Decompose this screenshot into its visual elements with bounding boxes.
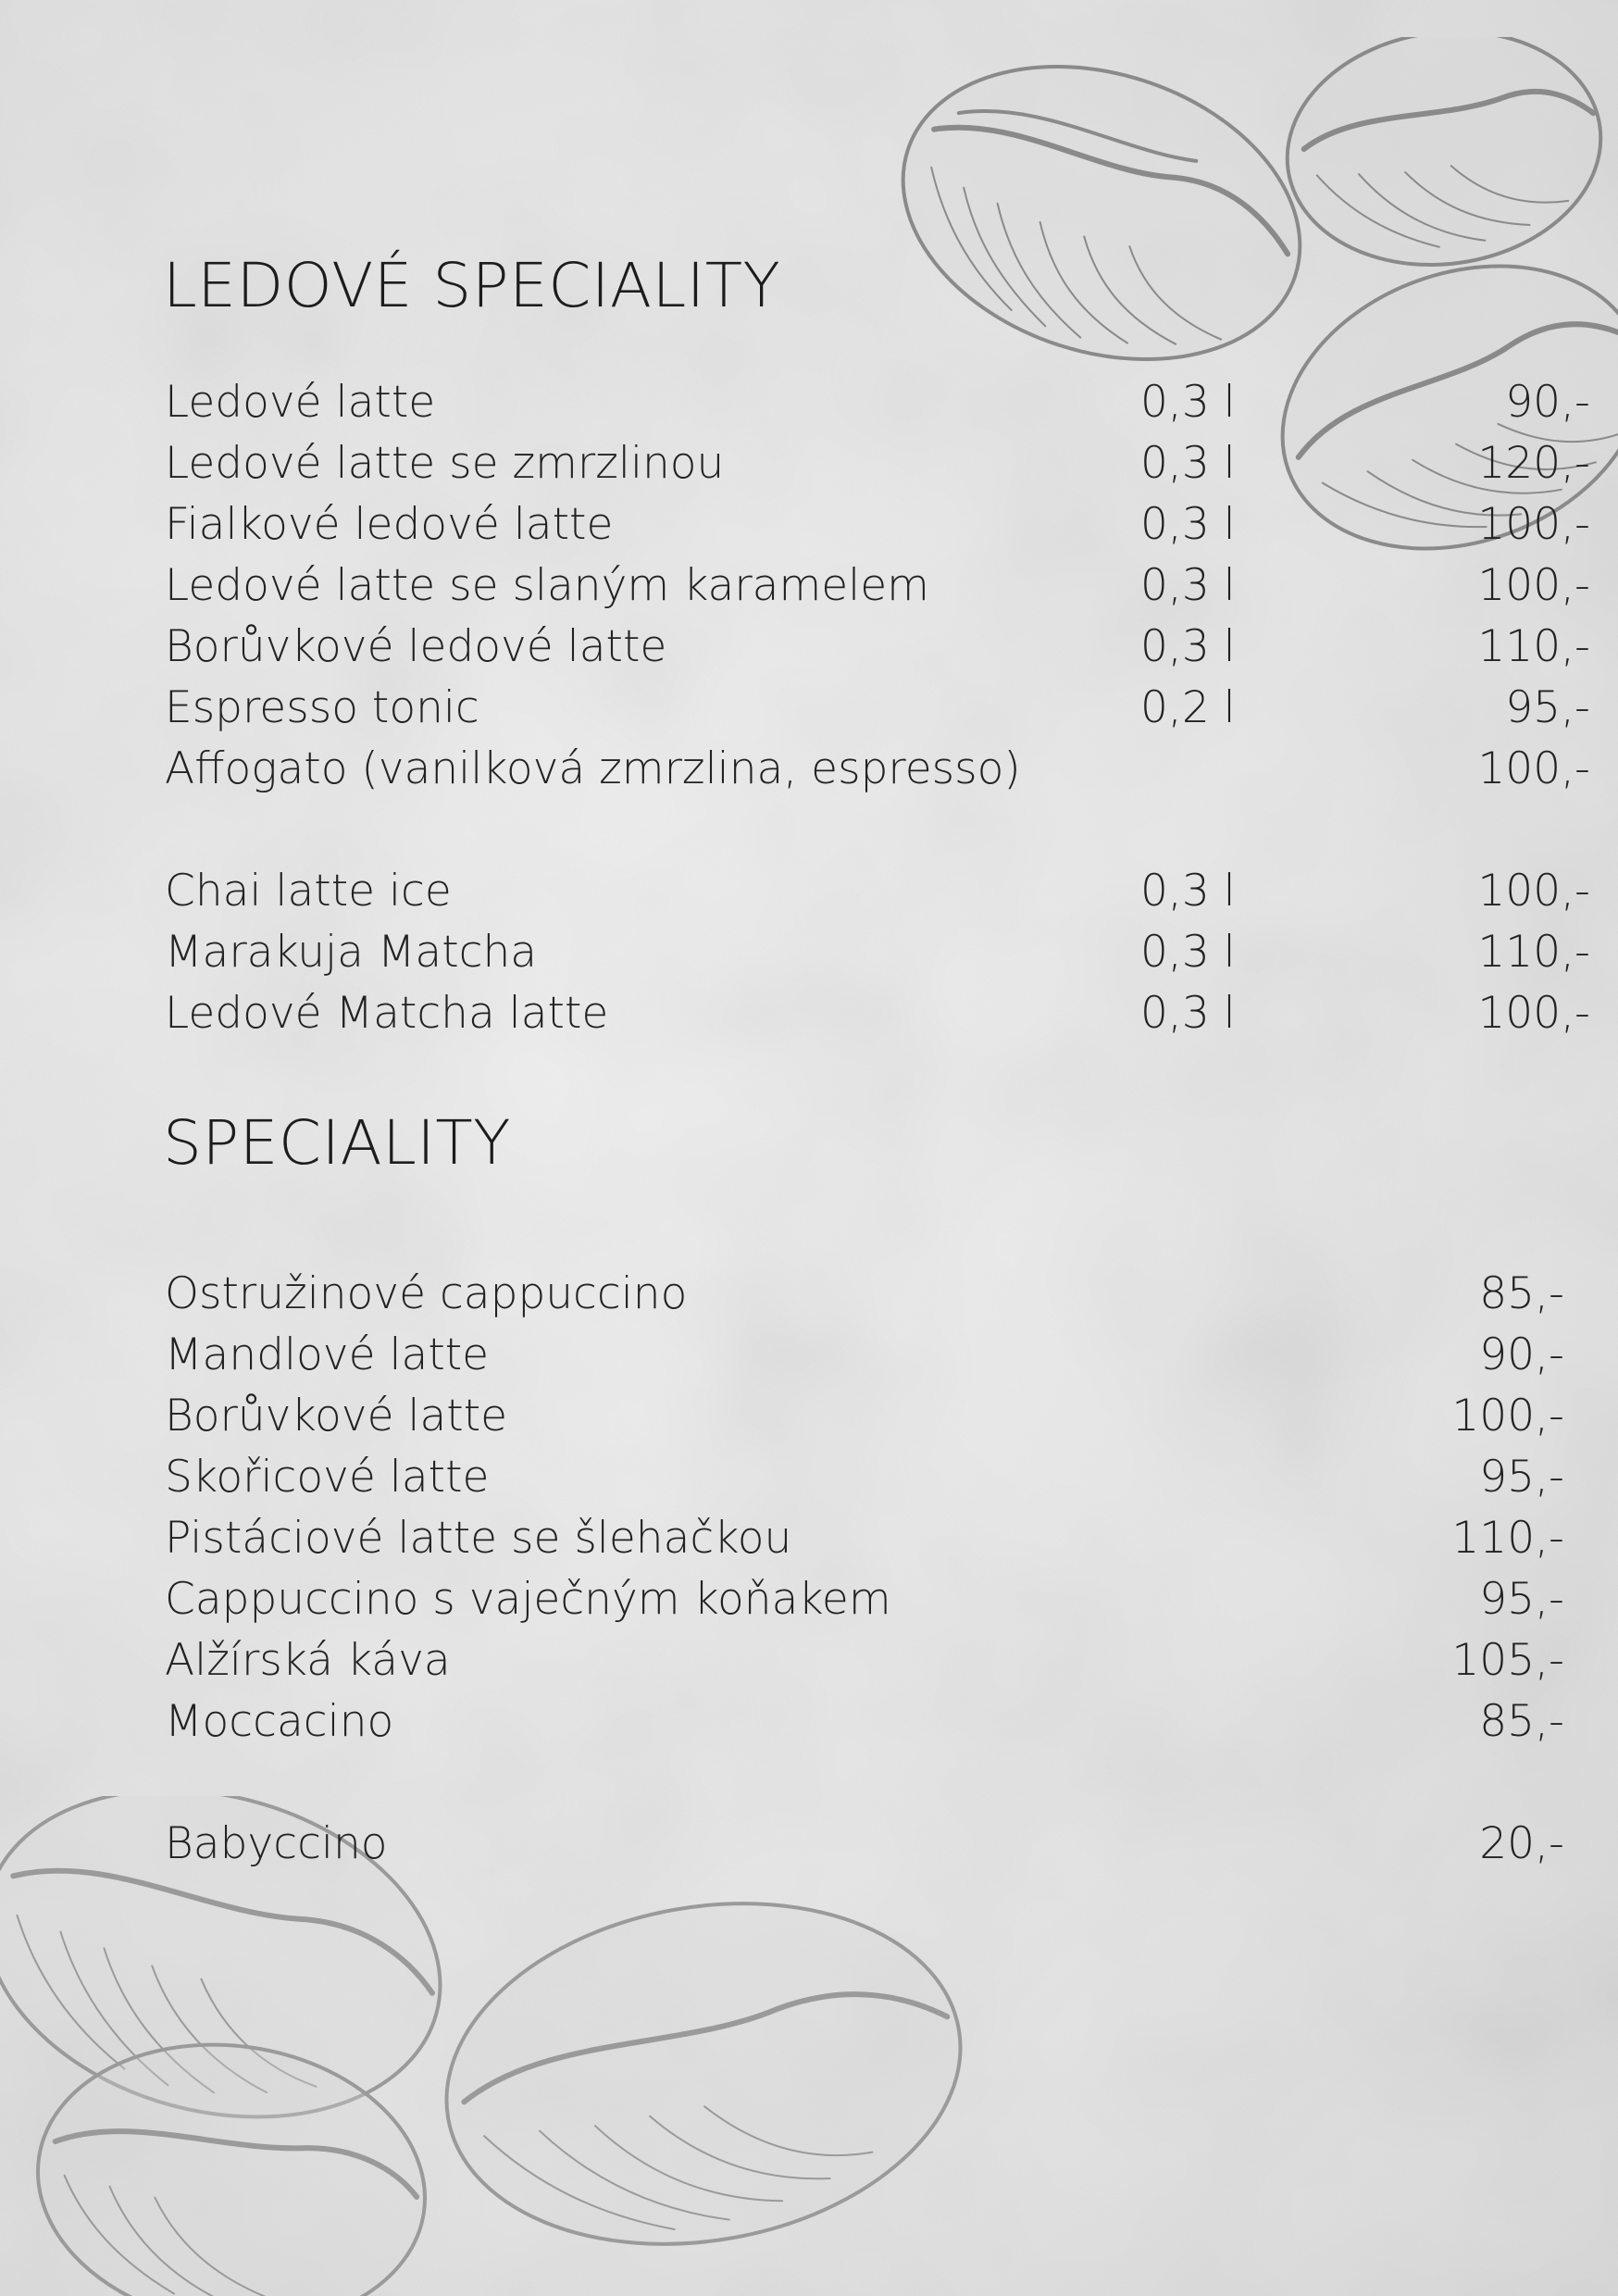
item-price: 100,- (1477, 866, 1590, 917)
item-price: 100,- (1477, 560, 1590, 611)
item-price: 100,- (1477, 499, 1590, 550)
item-name: Ledové latte se slaným karamelem (165, 560, 929, 611)
item-price: 110,- (1477, 621, 1590, 672)
item-name: Cappuccino s vaječným koňakem (165, 1574, 891, 1625)
item-name: Chai latte ice (165, 866, 452, 917)
item-price: 90,- (1505, 377, 1590, 428)
item-price: 120,- (1477, 438, 1590, 489)
item-name: Pistáciové latte se šlehačkou (165, 1513, 792, 1564)
item-name: Fialkové ledové latte (165, 499, 614, 550)
item-name: Ledové Matcha latte (165, 988, 609, 1039)
item-volume: 0,3 l (1140, 621, 1236, 672)
item-name: Alžírská káva (165, 1635, 451, 1686)
item-price: 95,- (1479, 1452, 1564, 1503)
item-volume: 0,3 l (1140, 988, 1236, 1039)
item-price: 100,- (1477, 743, 1590, 794)
item-price: 85,- (1479, 1696, 1564, 1747)
item-price: 105,- (1451, 1635, 1564, 1686)
coffee-bean-icon (0, 1796, 1018, 2296)
item-price: 85,- (1479, 1268, 1564, 1319)
item-volume: 0,3 l (1140, 866, 1236, 917)
item-price: 110,- (1477, 927, 1590, 978)
item-name: Ostružinové cappuccino (165, 1268, 688, 1319)
item-name: Affogato (vanilková zmrzlina, espresso) (165, 743, 1021, 794)
item-volume: 0,2 l (1140, 682, 1236, 733)
item-volume: 0,3 l (1140, 499, 1236, 550)
item-price: 90,- (1479, 1329, 1564, 1380)
item-name: Espresso tonic (165, 682, 479, 733)
item-price: 95,- (1505, 682, 1590, 733)
item-price: 95,- (1479, 1574, 1564, 1625)
specialties-heading: SPECIALITY (163, 1107, 511, 1179)
item-volume: 0,3 l (1140, 377, 1236, 428)
item-name: Skořicové latte (165, 1452, 490, 1503)
item-price: 100,- (1451, 1391, 1564, 1441)
item-name: Babyccino (165, 1818, 388, 1869)
item-name: Moccacino (165, 1696, 394, 1747)
item-name: Mandlové latte (165, 1329, 490, 1380)
item-volume: 0,3 l (1140, 560, 1236, 611)
item-name: Borůvkové latte (165, 1391, 508, 1441)
item-name: Ledové latte se zmrzlinou (165, 438, 725, 489)
item-price: 100,- (1477, 988, 1590, 1039)
item-price: 20,- (1479, 1818, 1564, 1869)
item-volume: 0,3 l (1140, 927, 1236, 978)
item-name: Borůvkové ledové latte (165, 621, 667, 672)
item-price: 110,- (1451, 1513, 1564, 1564)
item-name: Ledové latte (165, 377, 436, 428)
item-volume: 0,3 l (1140, 438, 1236, 489)
iced-specialties-heading: LEDOVÉ SPECIALITY (163, 250, 781, 321)
item-name: Marakuja Matcha (165, 927, 538, 978)
